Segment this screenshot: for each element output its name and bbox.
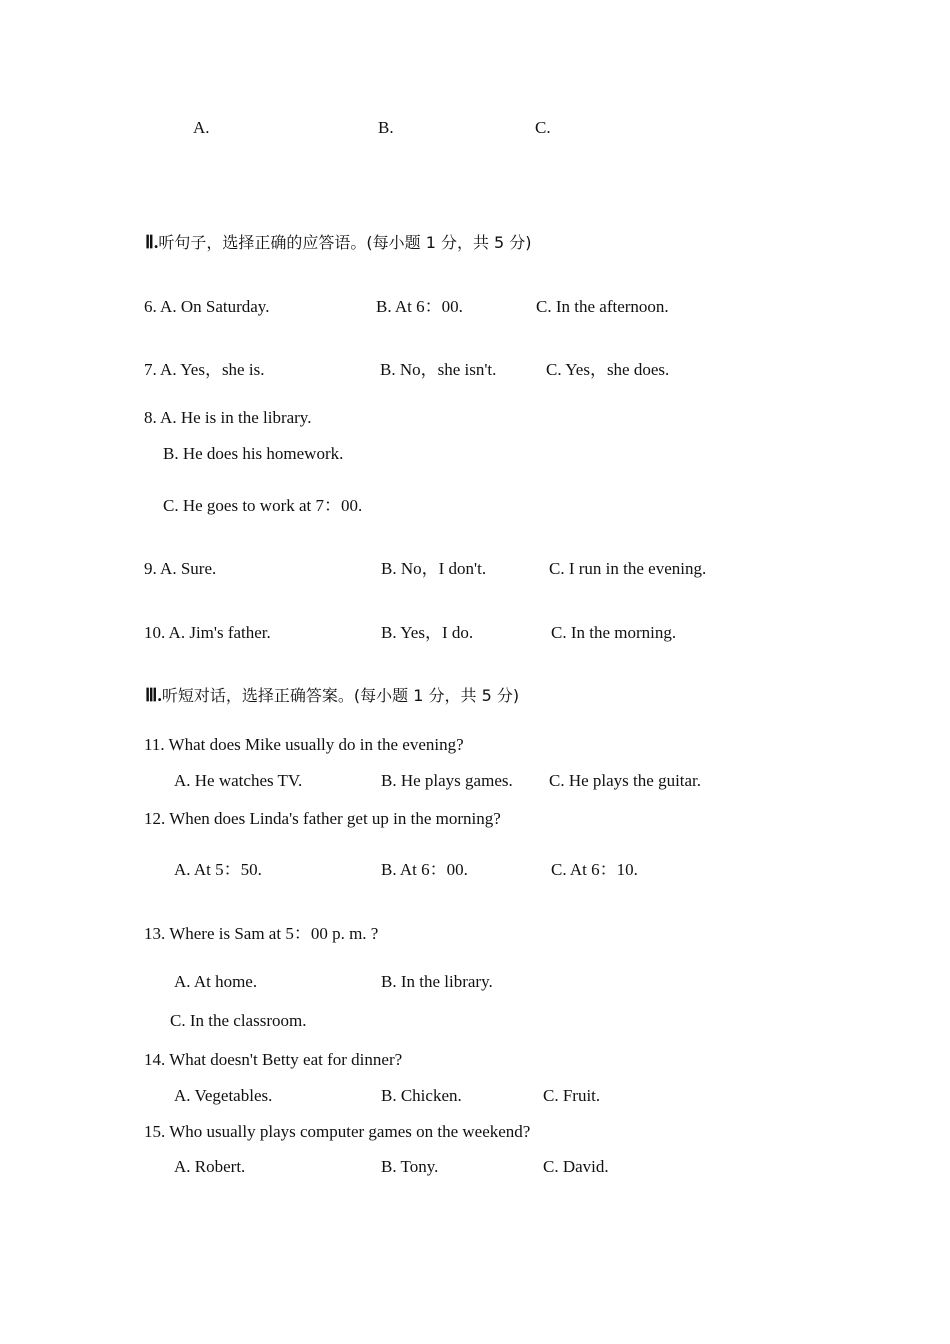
q9-option-a: 9. A. Sure. [144,559,217,578]
q13-question: 13. Where is Sam at 5：00 p. m. ? [144,924,379,943]
q14-option-a: A. Vegetables. [174,1086,273,1105]
q12-option-a: A. At 5：50. [174,860,262,879]
q7-option-a: 7. A. Yes，she is. [144,360,265,379]
q11-option-b: B. He plays games. [381,771,513,790]
q11-question: 11. What does Mike usually do in the evening? [144,735,464,754]
q6-option-c: C. In the afternoon. [536,297,669,316]
q14-option-b: B. Chicken. [381,1086,462,1105]
section-2-title: 听句子，选择正确的应答语。(每小题 1 分，共 5 分) [158,233,532,252]
q12-question: 12. When does Linda's father get up in the morning? [144,809,501,828]
picture-option-a: A. [193,118,210,137]
q11-option-a: A. He watches TV. [174,771,303,790]
q10-option-c: C. In the morning. [551,623,677,642]
section-3-title: 听短对话，选择正确答案。(每小题 1 分，共 5 分) [161,686,520,705]
q9-option-b: B. No，I don't. [381,559,487,578]
q13-option-a: A. At home. [174,972,258,991]
section-2-heading [145,232,532,253]
q12-option-b: B. At 6：00. [381,860,468,879]
q15-option-c: C. David. [543,1157,609,1176]
q6-option-a: 6. A. On Saturday. [144,297,270,316]
q6-option-b: B. At 6：00. [376,297,463,316]
q11-option-c: C. He plays the guitar. [549,771,702,790]
q7-option-c: C. Yes，she does. [546,360,670,379]
q9-option-c: C. I run in the evening. [549,559,707,578]
q10-option-a: 10. A. Jim's father. [144,623,271,642]
picture-option-b: B. [378,118,394,137]
q8-option-c: C. He goes to work at 7：00. [163,496,363,515]
q15-option-b: B. Tony. [381,1157,439,1176]
q13-option-b: B. In the library. [381,972,493,991]
q8-option-a: 8. A. He is in the library. [144,408,312,427]
q10-option-b: B. Yes，I do. [381,623,474,642]
q15-option-a: A. Robert. [174,1157,246,1176]
q14-question: 14. What doesn't Betty eat for dinner? [144,1050,403,1069]
picture-option-c: C. [535,118,551,137]
q7-option-b: B. No，she isn't. [380,360,497,379]
q13-option-c: C. In the classroom. [170,1011,307,1030]
section-2-numeral: Ⅱ. [145,232,159,252]
section-3-heading [145,685,519,706]
section-3-numeral: Ⅲ. [145,685,162,705]
q8-option-b: B. He does his homework. [163,444,344,463]
q12-option-c: C. At 6：10. [551,860,638,879]
q15-question: 15. Who usually plays computer games on the weekend? [144,1122,531,1141]
q14-option-c: C. Fruit. [543,1086,601,1105]
